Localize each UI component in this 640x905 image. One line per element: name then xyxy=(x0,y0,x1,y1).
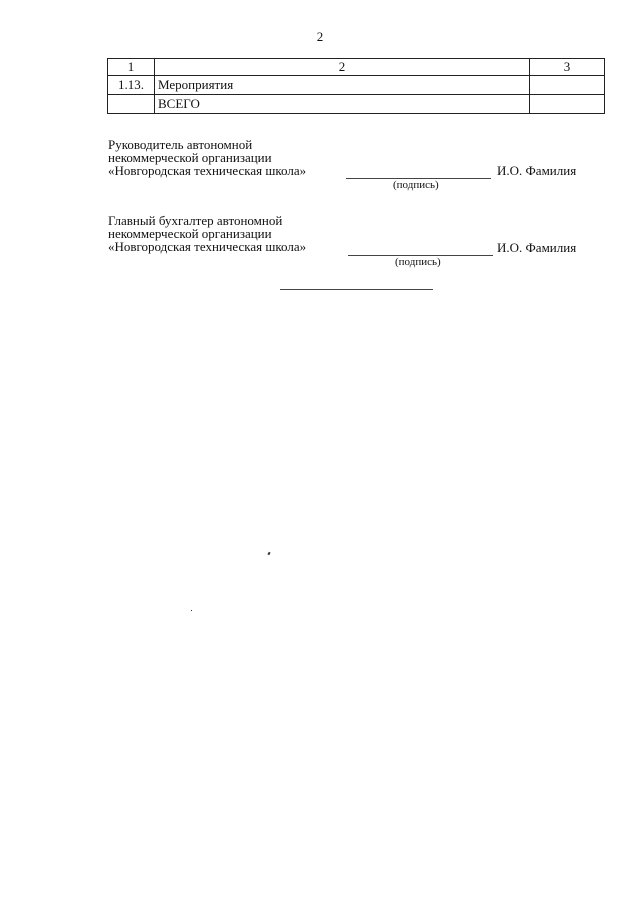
table-header-row xyxy=(108,59,605,76)
signer-name: И.О. Фамилия xyxy=(497,163,577,178)
signer-title-line: «Новгородская техническая школа» xyxy=(108,163,307,178)
accountant-signature-block xyxy=(108,213,608,268)
column-header-1: 1 xyxy=(108,59,155,76)
signer-title-line: «Новгородская техническая школа» xyxy=(108,239,307,254)
director-signature-block xyxy=(108,137,608,191)
scan-speck xyxy=(267,552,270,556)
row-number-cell: 1.13. xyxy=(108,76,155,95)
budget-table xyxy=(107,58,605,114)
document-end-line xyxy=(280,289,433,290)
signer-title-line: некоммерческой организации xyxy=(108,150,272,165)
signer-title-line: некоммерческой организации xyxy=(108,226,272,241)
table-row-total xyxy=(108,95,605,114)
signer-title-line: Руководитель автономной xyxy=(108,137,253,152)
column-header-3: 3 xyxy=(530,59,605,76)
signature-caption: (подпись) xyxy=(393,179,439,191)
row-name-cell: ВСЕГО xyxy=(155,95,530,114)
scan-speck xyxy=(191,610,192,611)
column-header-2: 2 xyxy=(155,59,530,76)
page-number: 2 xyxy=(316,29,324,44)
table-row xyxy=(108,76,605,95)
signature-caption: (подпись) xyxy=(395,256,441,268)
signer-title-line: Главный бухгалтер автономной xyxy=(108,213,283,228)
row-name-cell: Мероприятия xyxy=(155,76,530,95)
row-number-cell xyxy=(108,95,155,114)
signer-name: И.О. Фамилия xyxy=(497,240,577,255)
row-value-cell xyxy=(530,76,605,95)
row-value-cell xyxy=(530,95,605,114)
